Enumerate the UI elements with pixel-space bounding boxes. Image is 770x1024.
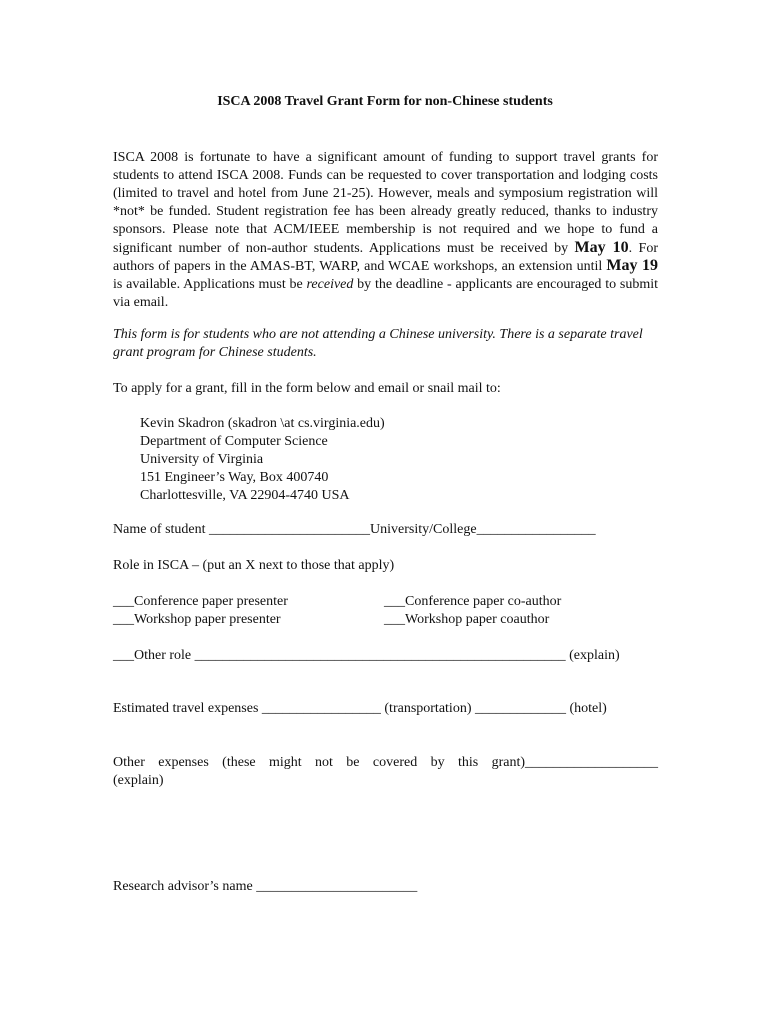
role-workshop-presenter[interactable]: ___Workshop paper presenter	[113, 612, 281, 627]
mailing-address	[140, 415, 385, 505]
address-line-contact: Kevin Skadron (skadron \at cs.virginia.edu)	[140, 416, 385, 431]
other-expenses-explain: (explain)	[113, 772, 164, 788]
role-conference-coauthor[interactable]: ___Conference paper co-author	[384, 594, 562, 609]
deadline-may-19: May 19	[606, 257, 659, 275]
role-conference-presenter[interactable]: ___Conference paper presenter	[113, 594, 288, 609]
other-expenses-line: Other expenses (these might not be covered by this grant)___________________	[113, 755, 658, 770]
other-role-field[interactable]: ___Other role _____________________________________________________ (explain)	[113, 648, 620, 663]
apply-instructions: To apply for a grant, fill in the form below and email or snail mail to:	[113, 381, 501, 396]
address-line-university: University of Virginia	[140, 451, 264, 467]
other-expenses-field[interactable]	[113, 754, 658, 790]
intro-text-1: ISCA 2008 is fortunate to have a significant amount of funding to support travel grants for students to attend ISCA 2008. Funds can be requested to cover transportation and lodging costs (limited to travel and hotel from June 21-25). However, meals and symposium registration will *not* be funded. Student registration fee has been already greatly reduced, thanks to industry sponsors. Please note that ACM/IEEE membership is not required and we hope to fund a significant number of non-author students. Applications must be received by	[113, 150, 658, 256]
intro-text-4: by the deadline - applicants are encouraged to submit via email.	[113, 277, 659, 311]
address-line-city: Charlottesville, VA 22904-4740 USA	[140, 487, 350, 503]
chinese-students-notice: This form is for students who are not attending a Chinese university. There is a separate travel grant program for Chinese students.	[113, 327, 643, 360]
intro-text-2: . For authors of papers in the AMAS-BT, WARP, and WCAE workshops, an extension until	[113, 240, 658, 275]
received-emphasis: received	[306, 277, 354, 293]
student-name-university-field[interactable]: Name of student _______________________University/College_________________	[113, 522, 596, 537]
research-advisor-field[interactable]: Research advisor’s name _______________________	[113, 879, 418, 894]
intro-paragraph	[113, 149, 658, 312]
address-line-department: Department of Computer Science	[140, 433, 328, 449]
address-line-street: 151 Engineer’s Way, Box 400740	[140, 469, 329, 485]
travel-expenses-field[interactable]: Estimated travel expenses _________________ (transportation) _____________ (hotel)	[113, 701, 607, 716]
role-workshop-coauthor[interactable]: ___Workshop paper coauthor	[384, 612, 550, 627]
role-heading: Role in ISCA – (put an X next to those that apply)	[113, 558, 395, 573]
intro-text-3: is available. Applications must be	[113, 277, 307, 293]
deadline-may-10: May 10	[574, 238, 629, 256]
page-title: ISCA 2008 Travel Grant Form for non-Chinese students	[217, 94, 553, 109]
